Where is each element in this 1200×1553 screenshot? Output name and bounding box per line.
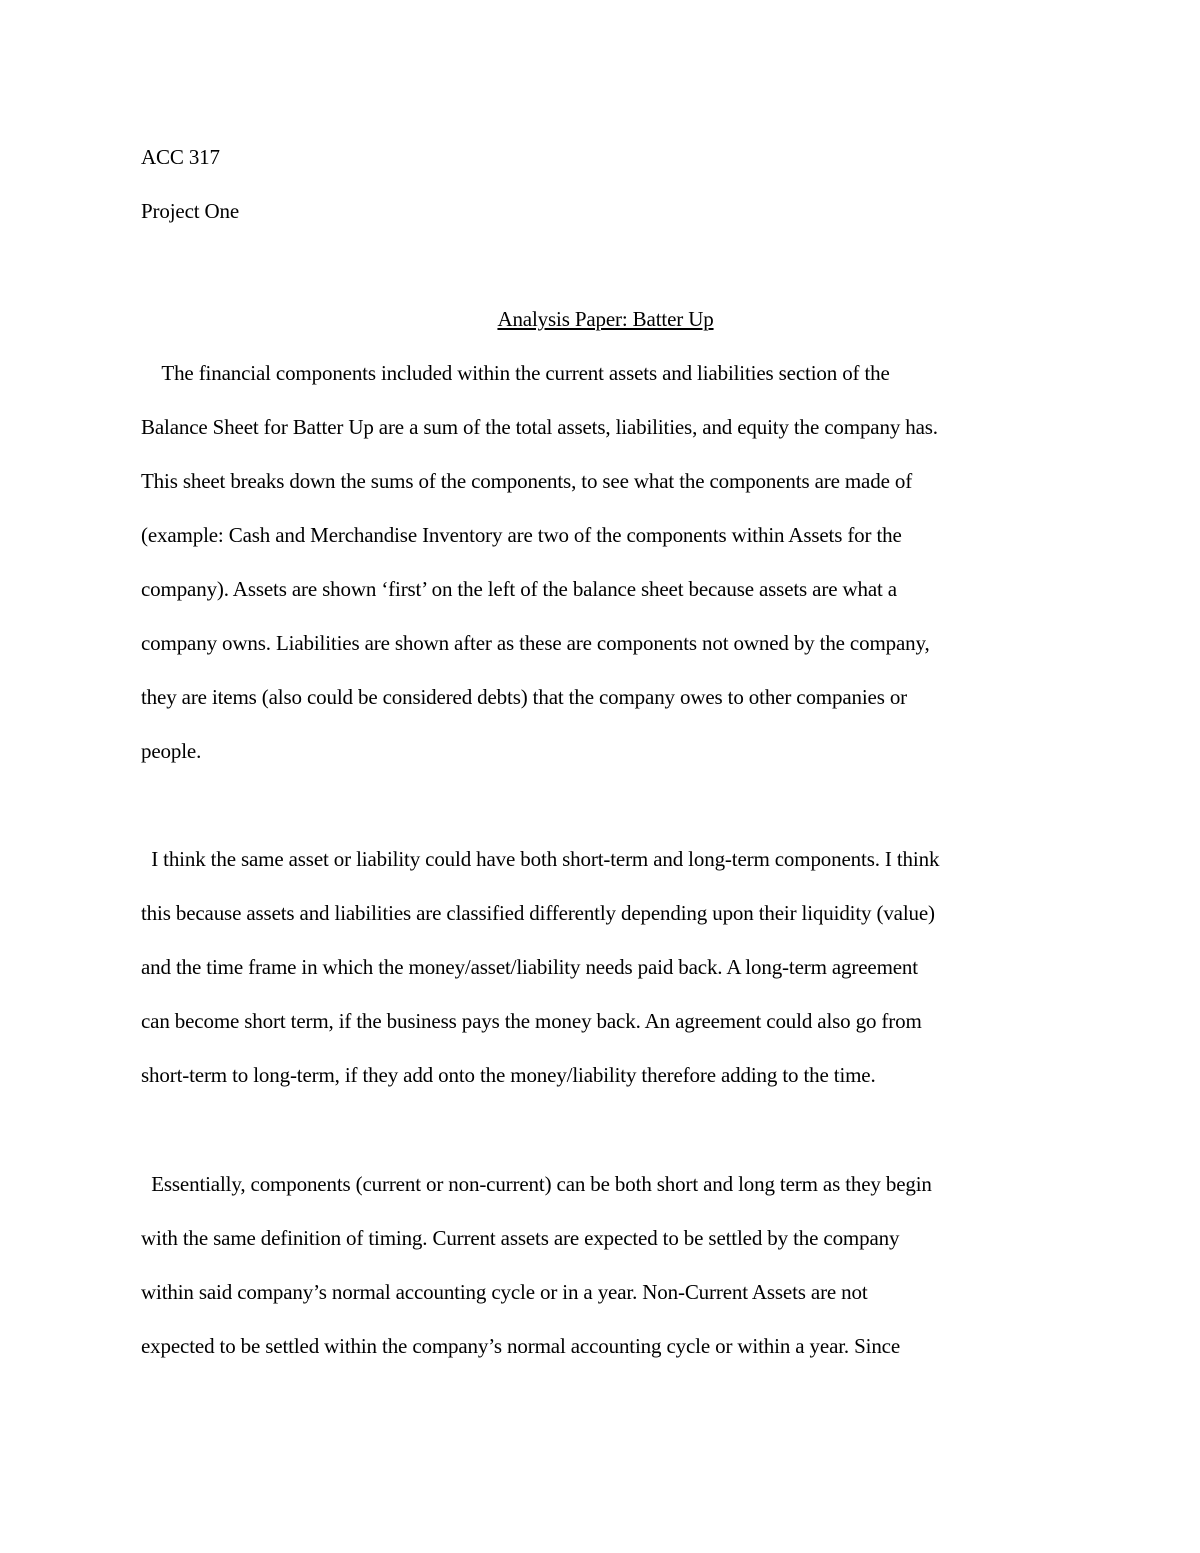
paper-title	[0, 307, 1200, 331]
paragraph-line: Balance Sheet for Batter Up are a sum of the total assets, liabilities, and equity the company has.	[141, 415, 938, 439]
paragraph-line: people.	[141, 739, 202, 763]
course-code: ACC 317	[141, 145, 220, 169]
paragraph-line: company owns. Liabilities are shown after as these are components not owned by the company,	[141, 631, 930, 655]
paragraph-line: The financial components included within the current assets and liabilities section of the	[141, 361, 890, 385]
paragraph-line: company). Assets are shown ‘first’ on the left of the balance sheet because assets are what a	[141, 577, 897, 601]
paragraph-line: within said company’s normal accounting cycle or in a year. Non-Current Assets are not	[141, 1280, 868, 1304]
paragraph-line: This sheet breaks down the sums of the components, to see what the components are made of	[141, 469, 913, 493]
paragraph-line: (example: Cash and Merchandise Inventory are two of the components within Assets for the	[141, 523, 902, 547]
project-name: Project One	[141, 199, 240, 223]
paragraph-line: they are items (also could be considered debts) that the company owes to other companies or	[141, 685, 908, 709]
paragraph-line: Essentially, components (current or non-current) can be both short and long term as they begin	[141, 1172, 932, 1196]
paragraph-line: and the time frame in which the money/asset/liability needs paid back. A long-term agreement	[141, 955, 918, 979]
paper-title-text: Analysis Paper: Batter Up	[497, 307, 714, 331]
paragraph-line: I think the same asset or liability could have both short-term and long-term components. I think	[141, 847, 940, 871]
paragraph-line: this because assets and liabilities are classified differently depending upon their liquidity (value)	[141, 901, 935, 925]
paragraph-line: expected to be settled within the company’s normal accounting cycle or within a year. Since	[141, 1334, 901, 1358]
paragraph-line: short-term to long-term, if they add onto the money/liability therefore adding to the time.	[141, 1063, 876, 1087]
paragraph-line: can become short term, if the business pays the money back. An agreement could also go from	[141, 1009, 922, 1033]
paragraph-line: with the same definition of timing. Current assets are expected to be settled by the company	[141, 1226, 900, 1250]
